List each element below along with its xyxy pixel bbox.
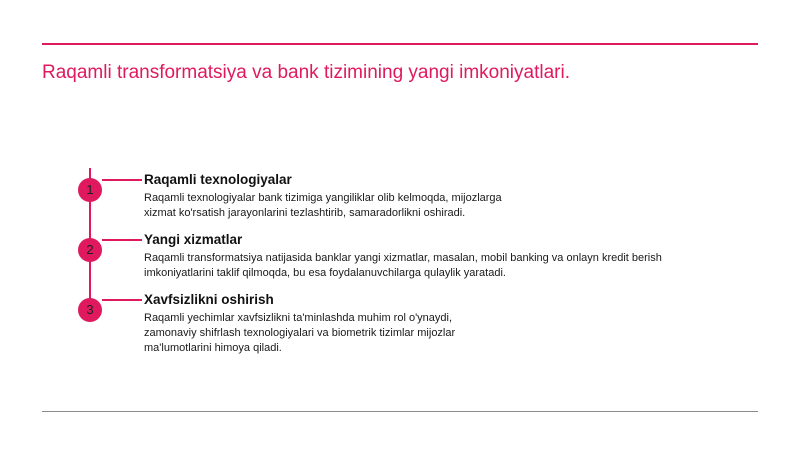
step-connector — [102, 179, 142, 181]
step-description-line: Raqamli texnologiyalar bank tizimiga yangiliklar olib kelmoqda, mijozlarga — [144, 192, 502, 204]
step-description-line: zamonaviy shifrlash texnologiyalari va biometrik tizimlar mijozlar — [144, 327, 456, 339]
step-description-line: ma'lumotlarini himoya qiladi. — [144, 342, 282, 354]
step-number-badge: 1 — [78, 178, 102, 202]
step-title: Raqamli texnologiyalar — [144, 172, 292, 187]
step-connector — [102, 239, 142, 241]
step-description-line: Raqamli transformatsiya natijasida banklar yangi xizmatlar, masalan, mobil banking va onlayn kredit berish — [144, 252, 662, 264]
step-title: Xavfsizlikni oshirish — [144, 292, 274, 307]
step-number-badge: 2 — [78, 238, 102, 262]
step-description-line: Raqamli yechimlar xavfsizlikni ta'minlashda muhim rol o'ynaydi, — [144, 312, 453, 324]
slide-title: Raqamli transformatsiya va bank tizimining yangi imkoniyatlari. — [42, 62, 570, 83]
step-description — [144, 251, 662, 281]
bottom-divider — [42, 411, 758, 412]
step-description — [144, 311, 455, 356]
step-description — [144, 191, 502, 221]
step-connector — [102, 299, 142, 301]
step-description-line: imkoniyatlarini taklif qilmoqda, bu esa foydalanuvchilarga qulaylik yaratadi. — [144, 267, 506, 279]
step-title: Yangi xizmatlar — [144, 232, 243, 247]
step-description-line: xizmat ko'rsatish jarayonlarini tezlashtirib, samaradorlikni oshiradi. — [144, 207, 466, 219]
step-number-badge: 3 — [78, 298, 102, 322]
top-divider — [42, 43, 758, 45]
